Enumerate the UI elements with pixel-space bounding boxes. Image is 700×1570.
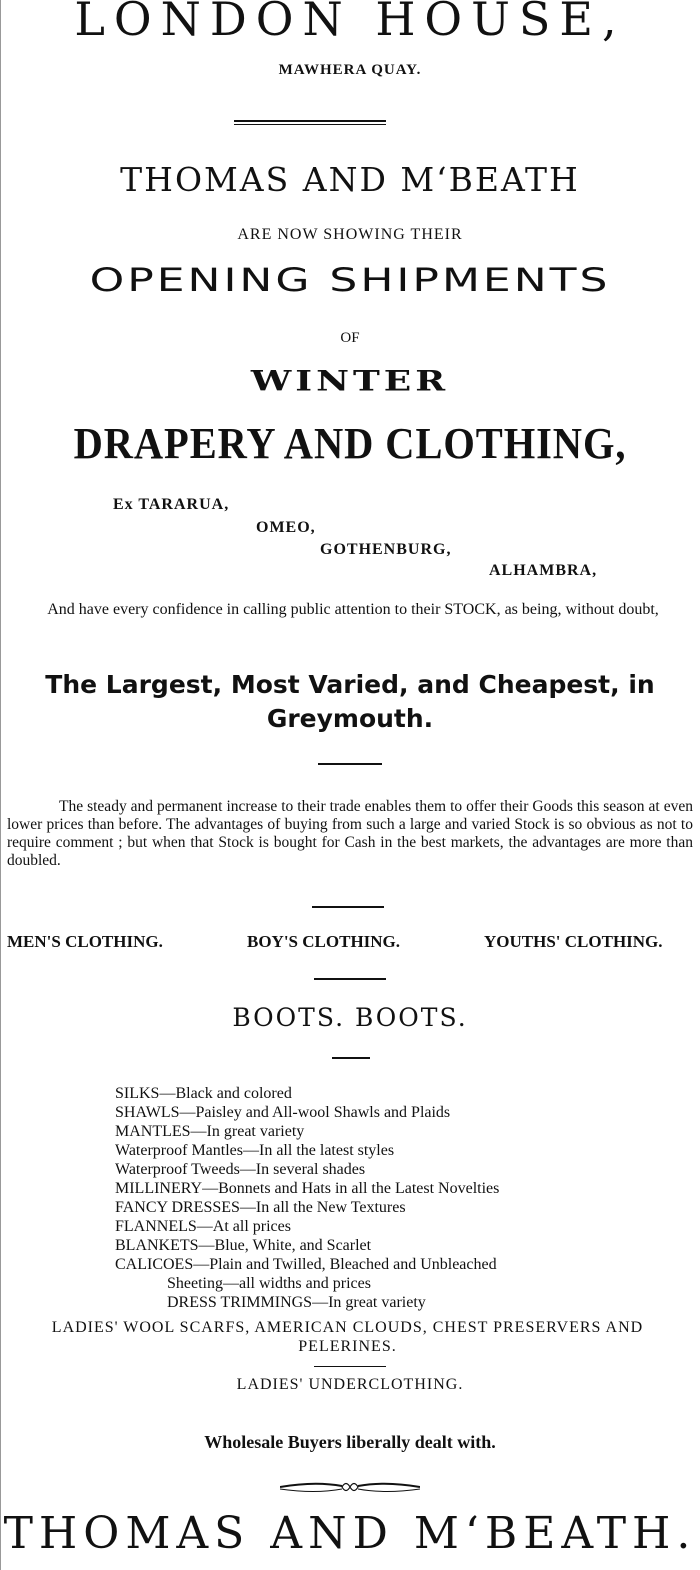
footer-firm-name: THOMAS AND M‘BEATH. (3, 1508, 697, 1559)
paragraph-text: The steady and permanent increase to their trade enables them to offer their Goods this season at even lower prices than before. The advantages of buying from such a large and varied Stock is so obvious as not to require comment ; but when that Stock is bought for Cash in the best markets, the advantages are more than doubled. (7, 798, 693, 869)
mens-clothing: MEN'S CLOTHING. (7, 932, 163, 951)
season-heading: WINTER (250, 365, 450, 398)
boots-heading: BOOTS. BOOTS. (232, 1003, 468, 1032)
ship-name: GOTHENBURG, (320, 541, 452, 558)
divider (312, 906, 384, 908)
ladies-wool-line: LADIES' WOOL SCARFS, AMERICAN CLOUDS, CHEST PRESERVERS AND PELERINES. (51, 1319, 644, 1355)
opening-shipments: OPENING SHIPMENTS (89, 262, 611, 299)
list-item: Waterproof Mantles—In all the latest styles (115, 1142, 395, 1159)
list-item: SILKS—Black and colored (115, 1085, 292, 1102)
store-location: MAWHERA QUAY. (278, 62, 422, 78)
of-line: OF (340, 330, 360, 346)
list-item: MILLINERY—Bonnets and Hats in all the Latest Novelties (115, 1180, 500, 1197)
wholesale-line: Wholesale Buyers liberally dealt with. (204, 1432, 496, 1452)
store-title: LONDON HOUSE, (74, 0, 626, 46)
list-item: FANCY DRESSES—In all the New Textures (115, 1199, 406, 1216)
divider (332, 1057, 370, 1059)
ship-prefix: Ex (113, 496, 134, 513)
list-item: CALICOES—Plain and Twilled, Bleached and Unbleached (115, 1256, 497, 1273)
firm-name: THOMAS AND M‘BEATH (120, 160, 580, 199)
list-sub-item: DRESS TRIMMINGS—In great variety (167, 1294, 426, 1311)
divider (314, 978, 386, 980)
boys-clothing: BOY'S CLOTHING. (247, 932, 401, 951)
body-paragraph (7, 798, 693, 870)
youths-clothing: YOUTHS' CLOTHING. (484, 932, 663, 951)
title-divider (234, 120, 386, 125)
flourish-ornament-icon (280, 1478, 420, 1496)
claim-heading: The Largest, Most Varied, and Cheapest, in Greymouth. (45, 670, 655, 733)
list-item: Waterproof Tweeds—In several shades (115, 1161, 366, 1178)
goods-list (115, 1084, 499, 1312)
ship-name: ALHAMBRA, (489, 562, 598, 579)
divider (314, 1366, 386, 1367)
list-sub-item: Sheeting—all widths and prices (167, 1275, 371, 1292)
goods-heading: DRAPERY AND CLOTHING, (73, 419, 627, 468)
showing-line: ARE NOW SHOWING THEIR (237, 226, 463, 243)
ship-line-1 (113, 496, 229, 514)
lead-text: And have every confidence in calling public attention to their STOCK, as being, without doubt, (47, 601, 659, 618)
list-item: FLANNELS—At all prices (115, 1218, 291, 1235)
ship-name: OMEO, (256, 519, 316, 536)
underclothing-line: LADIES' UNDERCLOTHING. (236, 1376, 464, 1393)
divider (318, 763, 382, 765)
list-item: MANTLES—In great variety (115, 1123, 305, 1140)
list-item: SHAWLS—Paisley and All-wool Shawls and Plaids (115, 1104, 451, 1121)
list-item: BLANKETS—Blue, White, and Scarlet (115, 1237, 372, 1254)
ship-name: TARARUA, (138, 496, 230, 513)
